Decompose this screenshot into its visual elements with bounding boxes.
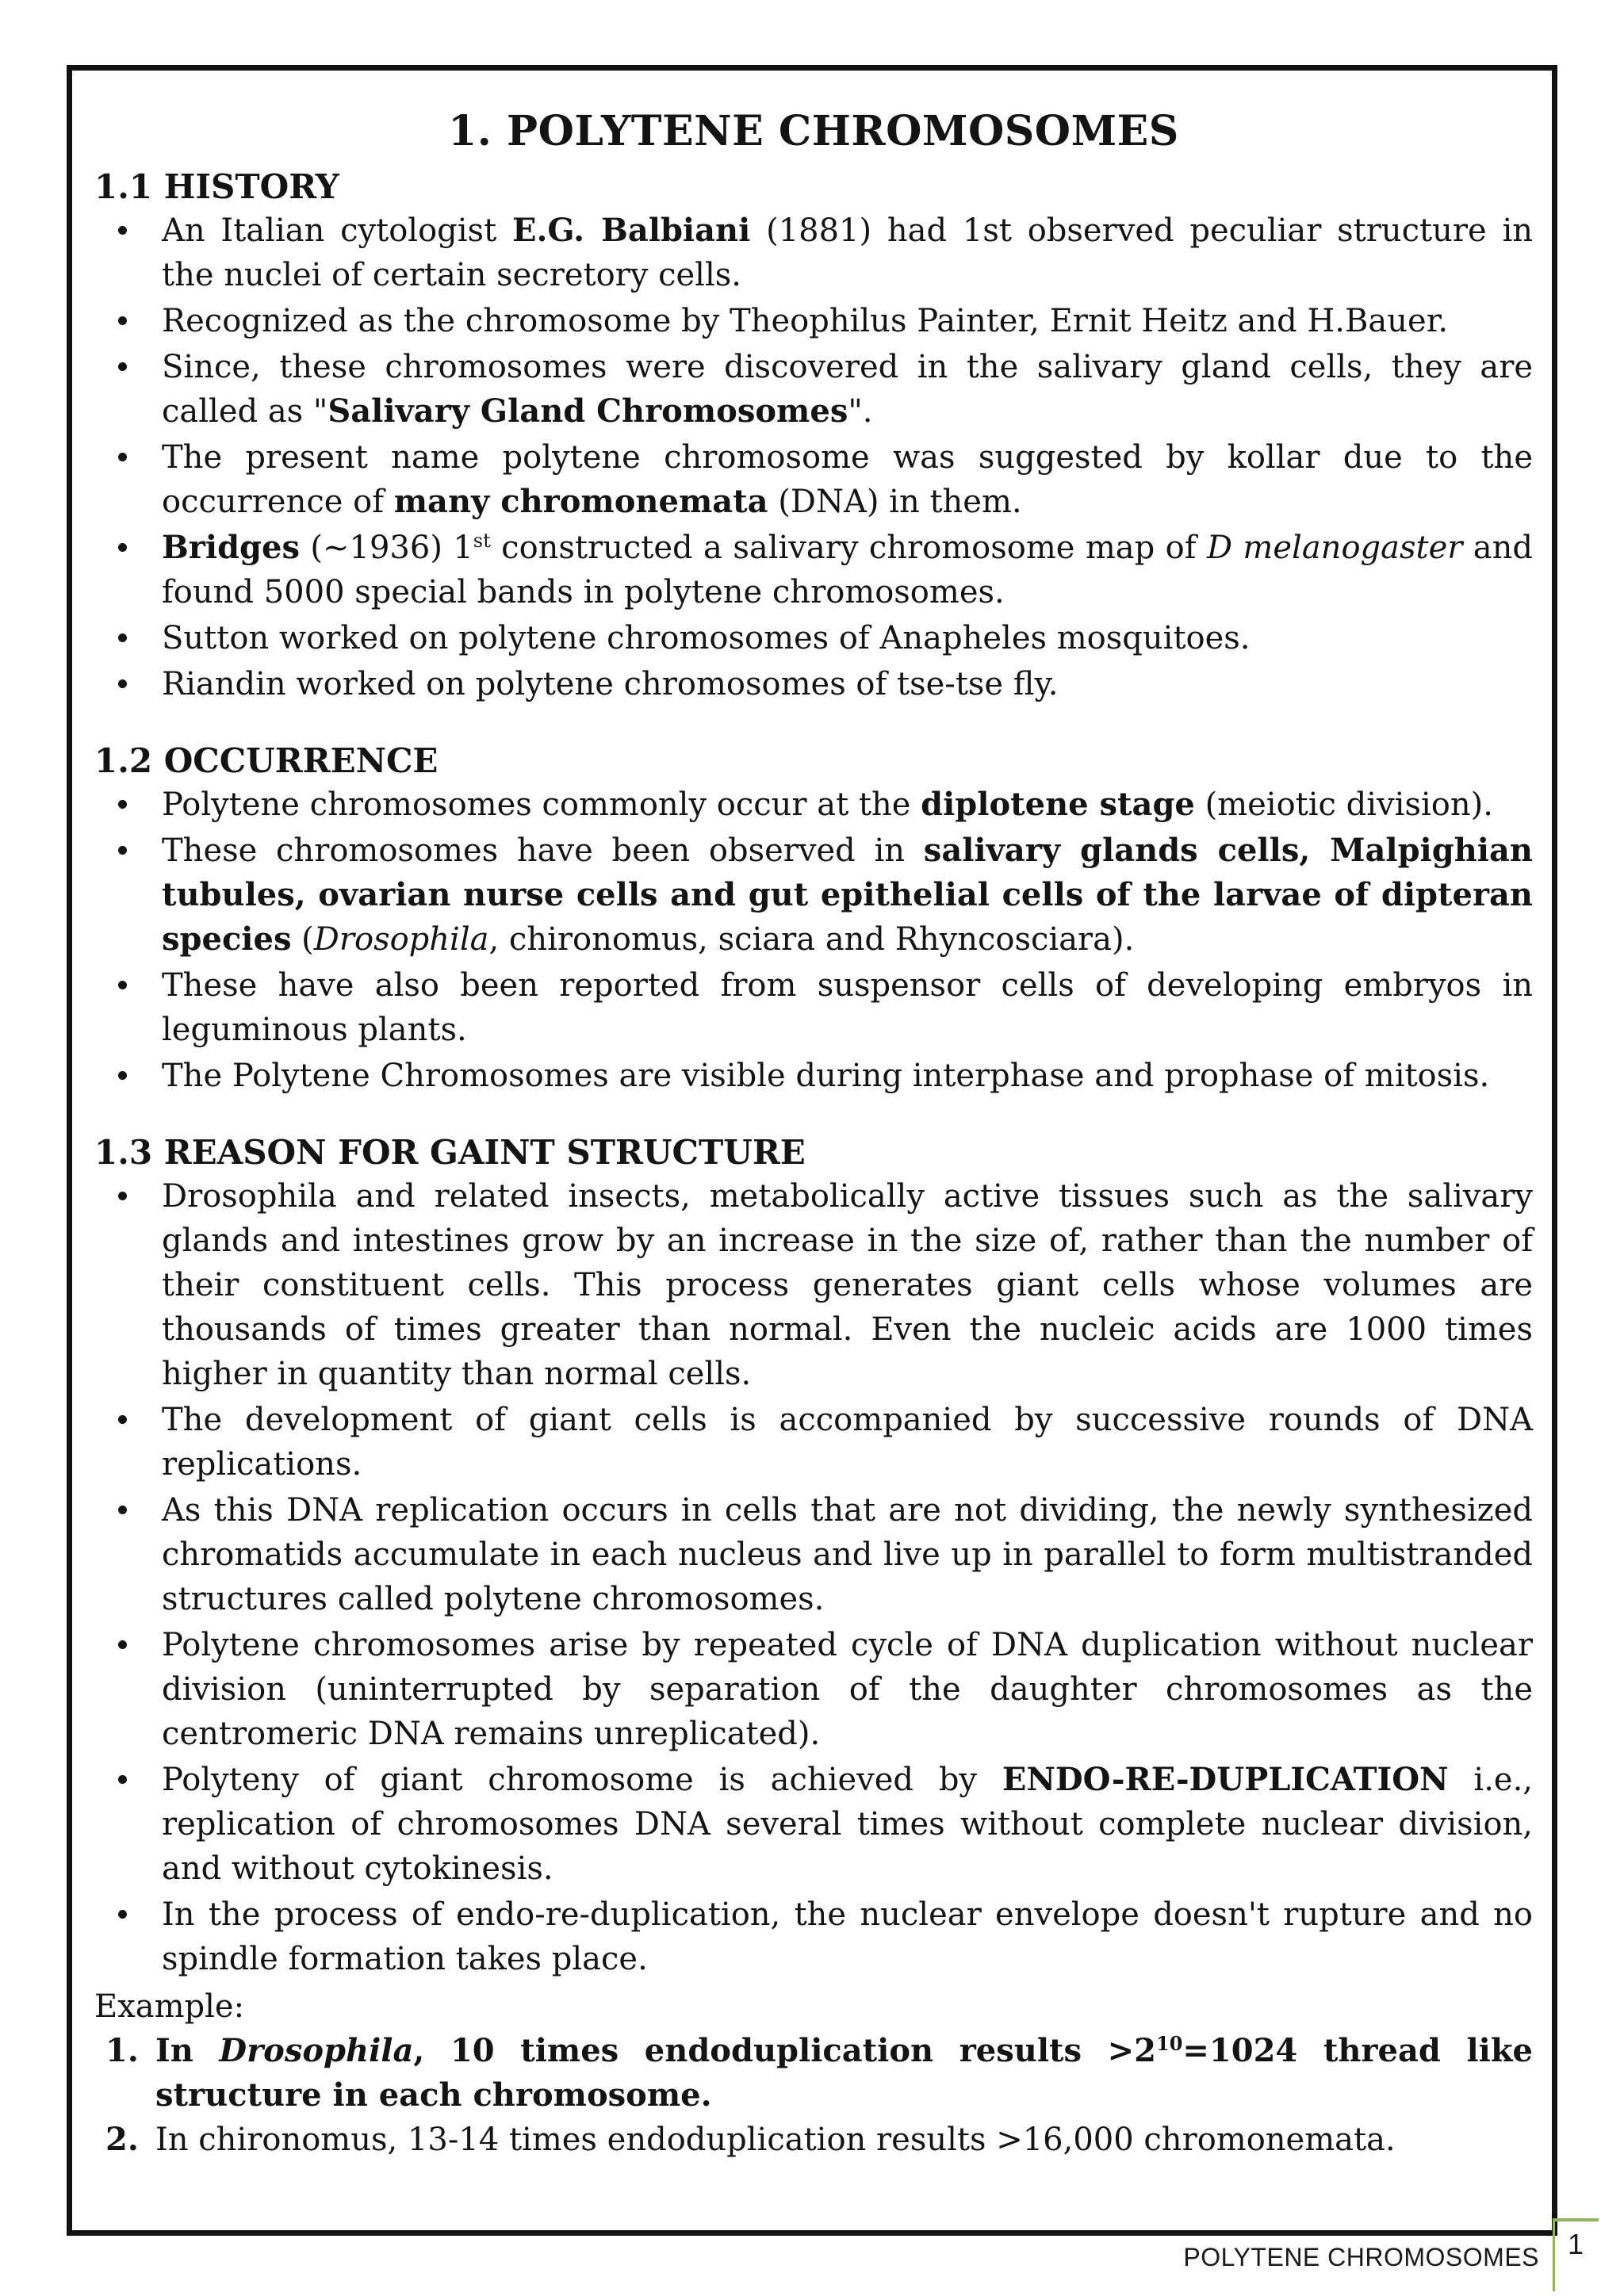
example-list: [94, 2029, 1533, 2162]
reason-bullet-3: As this DNA replication occurs in cells that are not dividing, the newly synthesized chromatids accumulate in each nucleus and live up in parallel to form multistranded structures called polytene chromosomes.: [94, 1488, 1533, 1621]
occurrence-bullet-3: These have also been reported from suspensor cells of developing embryos in leguminous plants.: [94, 963, 1533, 1052]
example-item-2: 2. In chironomus, 13-14 times endoduplication results >16,000 chromonemata.: [94, 2118, 1533, 2162]
document-title: 1. POLYTENE CHROMOSOMES: [448, 107, 1179, 155]
section-heading-history: 1.1 HISTORY: [94, 167, 339, 206]
history-bullet-5: Bridges (~1936) 1st constructed a salivary chromosome map of D melanogaster and found 5000 special bands in polytene chromosomes.: [94, 526, 1533, 614]
history-list: [94, 209, 1533, 706]
page-number-accent-top: [1553, 2218, 1599, 2221]
history-bullet-1: An Italian cytologist E.G. Balbiani (1881) had 1st observed peculiar structure in the nuclei of certain secretory cells.: [94, 209, 1533, 297]
example-item-1: 1. In Drosophila, 10 times endoduplication results $>2^{10}=1024$ thread like structure in each chromosome.: [94, 2029, 1533, 2118]
reason-bullet-1: Drosophila and related insects, metabolically active tissues such as the salivary glands and intestines grow by an increase in the size of, rather than the number of their constituent cells. This process generates giant cells whose volumes are thousands of times greater than normal. Even the nucleic acids are 1000 times higher in quantity than normal cells.: [94, 1174, 1533, 1396]
occurrence-bullet-1: Polytene chromosomes commonly occur at the diplotene stage (meiotic division).: [94, 783, 1533, 827]
example-label: Example:: [94, 1988, 245, 2025]
example-number-2: 2.: [105, 2121, 139, 2158]
reason-bullet-5: Polyteny of giant chromosome is achieved by ENDO-RE-DUPLICATION i.e., replication of chromosomes DNA several times without complete nuclear division, and without cytokinesis.: [94, 1758, 1533, 1891]
page-border: [67, 65, 1557, 2236]
page-content: [94, 102, 1533, 2162]
history-bullet-6: Sutton worked on polytene chromosomes of Anapheles mosquitoes.: [94, 616, 1533, 660]
reason-list: [94, 1174, 1533, 1981]
section-heading-occurrence: 1.2 OCCURRENCE: [94, 741, 439, 780]
history-bullet-2: Recognized as the chromosome by Theophilus Painter, Ernit Heitz and H.Bauer.: [94, 299, 1533, 343]
reason-bullet-6: In the process of endo-re-duplication, the nuclear envelope doesn't rupture and no spindle formation takes place.: [94, 1892, 1533, 1981]
history-bullet-4: The present name polytene chromosome was suggested by kollar due to the occurrence of many chromonemata (DNA) in them.: [94, 435, 1533, 524]
page-number: 1: [1567, 2228, 1584, 2260]
history-bullet-3: Since, these chromosomes were discovered in the salivary gland cells, they are called as "Salivary Gland Chromosomes".: [94, 345, 1533, 434]
history-bullet-7: Riandin worked on polytene chromosomes of tse-tse fly.: [94, 662, 1533, 706]
example-number-1: 1.: [105, 2032, 139, 2069]
section-heading-reason: 1.3 REASON FOR GAINT STRUCTURE: [94, 1133, 806, 1172]
occurrence-bullet-2: These chromosomes have been observed in salivary glands cells, Malpighian tubules, ovarian nurse cells and gut epithelial cells of the larvae of dipteran species (Drosophila, chironomus, sciara and Rhyncosciara).: [94, 828, 1533, 962]
occurrence-bullet-4: The Polytene Chromosomes are visible during interphase and prophase of mitosis.: [94, 1054, 1533, 1098]
occurrence-list: [94, 783, 1533, 1098]
reason-bullet-4: Polytene chromosomes arise by repeated cycle of DNA duplication without nuclear division (uninterrupted by separation of the daughter chromosomes as the centromeric DNA remains unreplicated).: [94, 1623, 1533, 1756]
footer-title: POLYTENE CHROMOSOMES: [1183, 2243, 1539, 2271]
reason-bullet-2: The development of giant cells is accompanied by successive rounds of DNA replications.: [94, 1398, 1533, 1487]
